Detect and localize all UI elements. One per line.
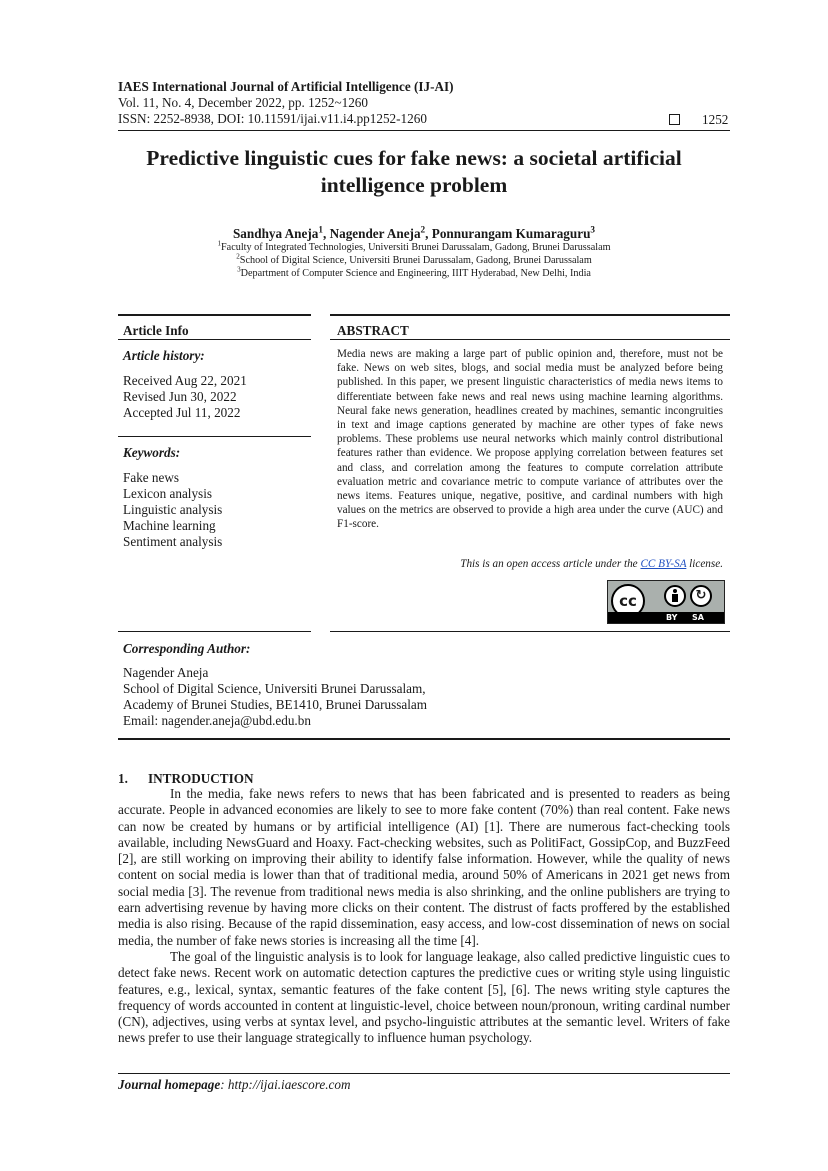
corresponding-address-1: School of Digital Science, Universiti Brunei Darussalam, xyxy=(123,681,426,696)
keyword-item: Fake news xyxy=(123,470,180,485)
author-list: Sandhya Aneja$^1$, Nagender Aneja$^2$, Ponnurangam Kumaraguru$^3$ xyxy=(232,224,596,241)
paper-title xyxy=(100,145,728,199)
sa-label: SA xyxy=(692,613,704,622)
keyword-item: Machine learning xyxy=(123,518,216,533)
corresponding-name: Nagender Aneja xyxy=(123,665,209,680)
homepage-url[interactable]: : http://ijai.iaescore.com xyxy=(220,1077,351,1092)
affiliation-1 xyxy=(100,239,728,255)
corresponding-heading: Corresponding Author: xyxy=(123,641,251,656)
cc-by-sa-link[interactable]: CC BY-SA xyxy=(640,558,687,570)
badge-band xyxy=(608,612,724,623)
keywords-heading: Keywords: xyxy=(123,445,181,460)
article-info-top-rule xyxy=(118,314,311,316)
keyword-item: Linguistic analysis xyxy=(123,502,223,517)
header-rule xyxy=(118,130,730,131)
history-accepted: Accepted Jul 11, 2022 xyxy=(123,405,241,420)
author-2-sup: 2 xyxy=(420,224,426,235)
section-number: 1. xyxy=(118,771,128,786)
by-label: BY xyxy=(666,613,678,622)
history-received: Received Aug 22, 2021 xyxy=(123,373,247,388)
author-2: Nagender Aneja xyxy=(329,226,421,241)
volume-info: Vol. 11, No. 4, December 2022, pp. 1252~1260 xyxy=(118,95,368,110)
issn-doi: ISSN: 2252-8938, DOI: 10.11591/ijai.v11.i4.pp1252-1260 xyxy=(118,111,427,126)
affiliation-2-sup: 2 xyxy=(236,252,240,261)
cc-circle-icon: cc xyxy=(611,584,645,618)
abstract-text: Media news are making a large part of public opinion and, therefore, must not be fake. News on web sites, blogs, and social media must be analyzed before being published. In this paper, we present linguistic characteristics of media news items to differentiate between fake news and real news using machine learning algorithms. Neural fake news generation, headlines created by machines, semantic incongruities in text and image captions generated by machine are other types of fake news problems. These problems use neural networks which mainly control distributional features rather than evidence. We propose applying correlation between features set and class, and correlation among the features to compute correlation attribute evaluation metric and covariance metric to compute variance of attributes over the news items. Features unique, negative, positive, and cardinal numbers with high values on the metrics are observed to provide a high area under the curve (AUC) and F1-score. xyxy=(337,348,723,531)
intro-paragraph-1: In the media, fake news refers to news that has been fabricated and is presented to readers as being accurate. People in advanced economies are likely to see to more fake content (70%) than real content. Fake news can now be created by humans or by artificial intelligence (AI) [1]. There are numerous fact-checking tools available, including NewsGuard and Hoaxy. Fact-checking websites, such as PolitiFact, GossipCop, and BuzzFeed [2], are still working on improving their ability to identify false information. However, while the quality of news content on social media is lower than that of traditional media, around 50% of Americans in 2021 get news from social media [3]. The revenue from traditional news media is also shrinking, and the online publishers are trying to earn advertising revenue by having more clicks on their content. The distrust of facts proffered by the established media is also rising. Because of the rapid dissemination, easy access, and low-cost dissemination of news on social media, the number of fake news stories is increasing all the time [4]. xyxy=(118,786,730,948)
affiliation-1-text: Faculty of Integrated Technologies, Universiti Brunei Darussalam, Gadong, Brunei Darussalam xyxy=(221,242,611,253)
corresponding-bottom-rule xyxy=(118,738,730,740)
cc-by-sa-badge-icon[interactable] xyxy=(607,580,725,624)
introduction-body xyxy=(118,786,730,1047)
license-statement xyxy=(337,558,723,570)
keywords-rule xyxy=(118,436,311,437)
article-info-heading: Article Info xyxy=(123,323,189,338)
footer-rule xyxy=(118,1073,730,1074)
section-heading: INTRODUCTION xyxy=(148,771,254,786)
sa-circle-icon: ↻ xyxy=(690,585,712,607)
author-3-sup: 3 xyxy=(590,224,596,235)
author-1: Sandhya Aneja xyxy=(232,226,319,241)
page-number: 1252 xyxy=(702,112,729,127)
license-post: license. xyxy=(686,558,723,570)
affiliation-3-sup: 3 xyxy=(237,265,241,274)
affiliation-1-sup: 1 xyxy=(217,239,222,248)
title-line-2: intelligence problem xyxy=(320,173,508,197)
abstract-top-rule xyxy=(330,314,730,316)
license-pre: This is an open access article under the xyxy=(460,558,641,570)
abstract-heading: ABSTRACT xyxy=(337,323,409,338)
affiliation-2 xyxy=(100,252,728,268)
journal-name: IAES International Journal of Artificial Intelligence (IJ-AI) xyxy=(118,79,454,94)
corresponding-address-2: Academy of Brunei Studies, BE1410, Brunei Darussalam xyxy=(123,697,427,712)
history-revised: Revised Jun 30, 2022 xyxy=(123,389,237,404)
affiliation-3 xyxy=(100,265,728,281)
affiliation-3-text: Department of Computer Science and Engineering, IIIT Hyderabad, New Delhi, India xyxy=(240,268,591,279)
corresponding-left-rule xyxy=(118,631,311,632)
article-info-under-rule xyxy=(118,339,311,340)
abstract-under-rule xyxy=(330,339,730,340)
affiliation-2-text: School of Digital Science, Universiti Brunei Darussalam, Gadong, Brunei Darussalam xyxy=(239,255,592,266)
corresponding-email[interactable]: Email: nagender.aneja@ubd.edu.bn xyxy=(123,713,311,728)
keyword-item: Sentiment analysis xyxy=(123,534,223,549)
title-line-1: Predictive linguistic cues for fake news: a societal artificial xyxy=(146,146,682,170)
author-1-sup: 1 xyxy=(318,224,323,235)
corresponding-right-rule xyxy=(330,631,730,632)
keyword-item: Lexicon analysis xyxy=(123,486,212,501)
page-box-icon xyxy=(669,114,680,125)
homepage-label: Journal homepage xyxy=(118,1077,221,1092)
journal-homepage xyxy=(118,1077,350,1093)
author-3: Ponnurangam Kumaraguru xyxy=(431,226,591,241)
history-heading: Article history: xyxy=(123,348,205,363)
by-person-icon xyxy=(664,585,686,607)
intro-paragraph-2: The goal of the linguistic analysis is to look for language leakage, also called predictive linguistic cues to detect fake news. Recent work on automatic detection captures the predictive cues or writing style using linguistic features, e.g., lexical, syntax, semantic features of the fake content [5], [6]. The news writing style captures the frequency of words accounted in content at linguistic-level, choice between noun/pronoun, writing cardinal number (CN), adjectives, using verbs at syntax level, and psycho-linguistic attributes at the semantic level. Writers of fake news prefer to use their language strategically to influence human psychology. xyxy=(118,948,730,1046)
